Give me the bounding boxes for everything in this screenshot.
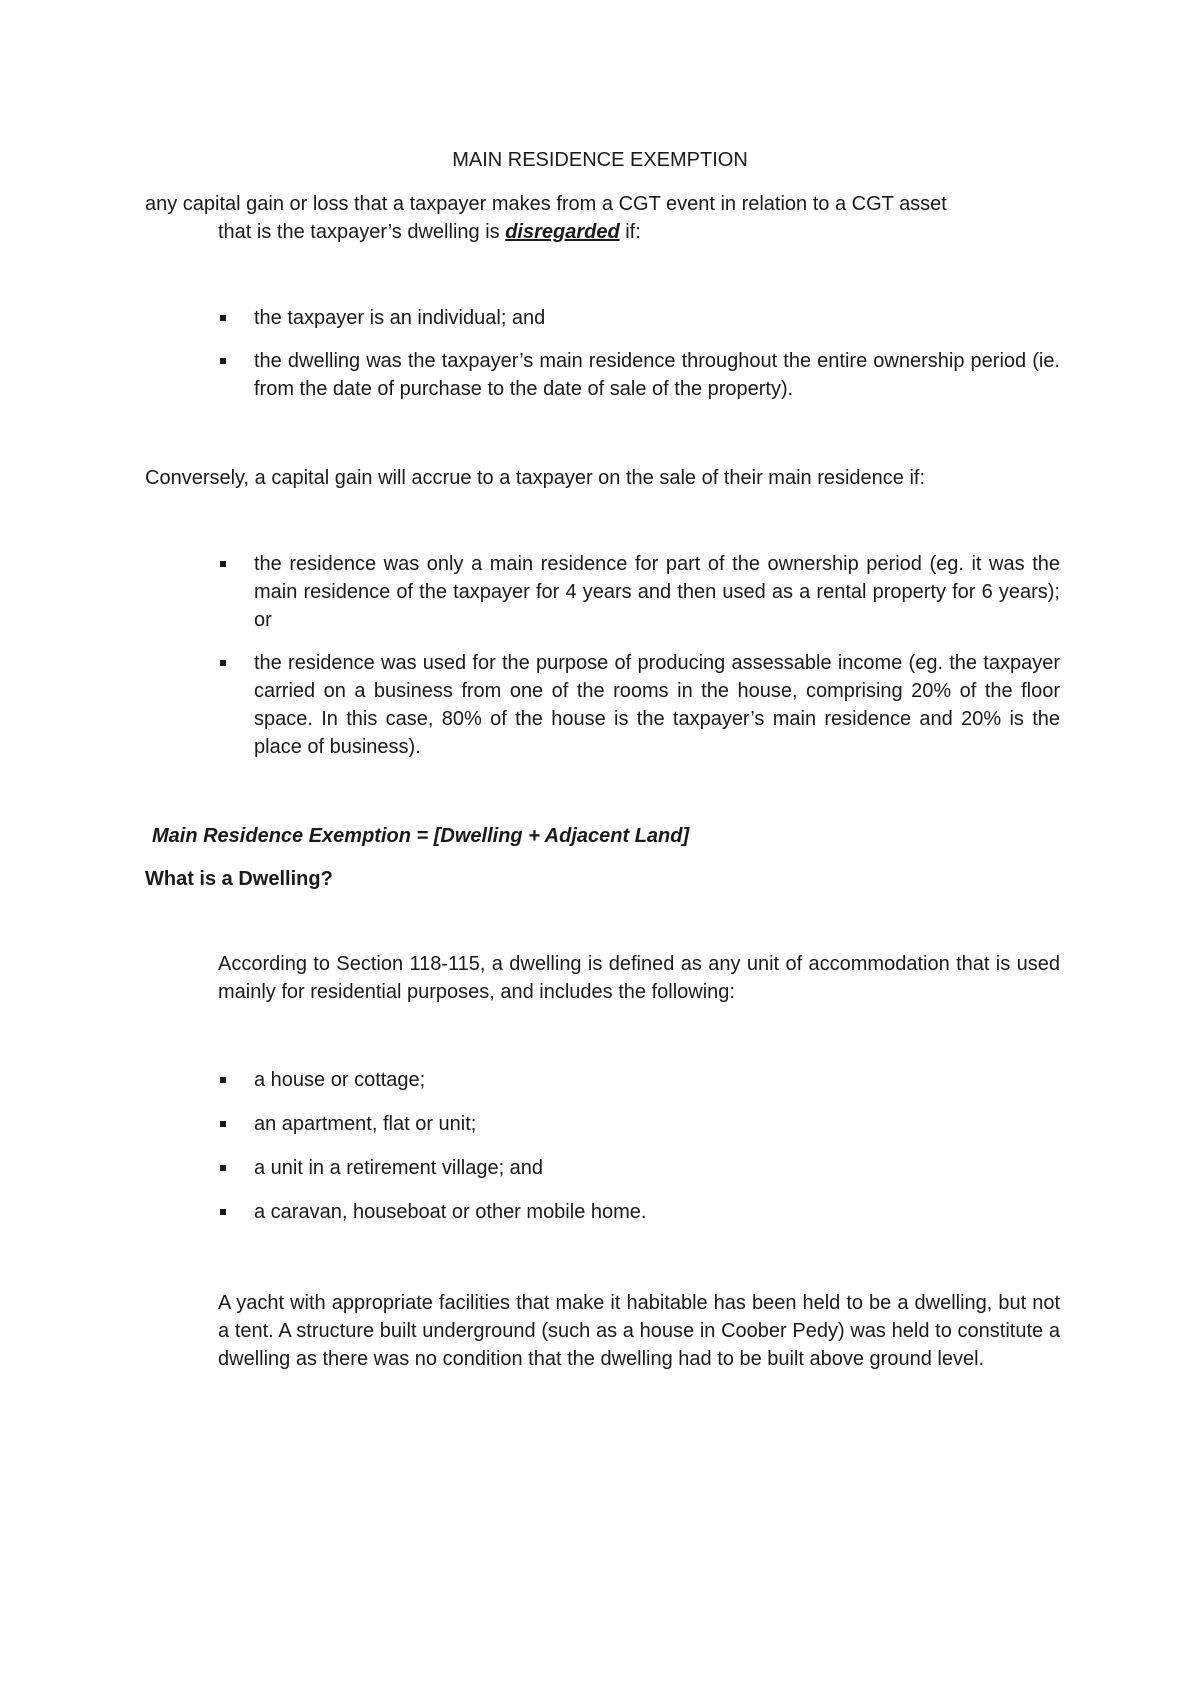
- accrual-conditions-list: [218, 550, 1060, 761]
- list-item: [218, 304, 1060, 332]
- disregarded-emphasis: disregarded: [505, 221, 620, 243]
- square-bullet-icon: [220, 1077, 226, 1083]
- list-item: [218, 1154, 1060, 1182]
- square-bullet-icon: [220, 1121, 226, 1127]
- formula-heading: Main Residence Exemption = [Dwelling + Adjacent Land]: [152, 825, 690, 847]
- list-item-text: the residence was used for the purpose of producing assessable income (eg. the taxpayer carried on a business from one of the rooms in the house, comprising 20% of the floor space. In this case, 80% of the house is the taxpayer’s main residence and 20% is the place of business).: [254, 652, 1060, 758]
- list-item-text: a unit in a retirement village; and: [254, 1157, 544, 1179]
- intro-line-2: [145, 218, 1060, 246]
- list-item-text: the dwelling was the taxpayer’s main residence throughout the entire ownership period (ie. from the date of purchase to the date of sale of the property).: [254, 350, 1060, 400]
- square-bullet-icon: [220, 1209, 226, 1215]
- square-bullet-icon: [220, 1165, 226, 1171]
- list-item-text: an apartment, flat or unit;: [254, 1113, 477, 1135]
- dwelling-types-list: [218, 1066, 1060, 1226]
- square-bullet-icon: [220, 660, 226, 666]
- closing-paragraph: A yacht with appropriate facilities that make it habitable has been held to be a dwelling, but not a tent. A structure built underground (such as a house in Coober Pedy) was held to constitute a dwelling as there was no condition that the dwelling had to be built above ground level.: [218, 1292, 1060, 1370]
- list-item: [218, 1066, 1060, 1094]
- list-item: [218, 550, 1060, 634]
- list-item: [218, 1110, 1060, 1138]
- conversely-paragraph: Conversely, a capital gain will accrue to a taxpayer on the sale of their main residence if:: [145, 467, 926, 489]
- square-bullet-icon: [220, 315, 226, 321]
- exemption-conditions-list: [218, 304, 1060, 403]
- list-item: [218, 347, 1060, 403]
- list-item-text: a house or cottage;: [254, 1069, 426, 1091]
- dwelling-heading: What is a Dwelling?: [145, 868, 333, 890]
- dwelling-definition: According to Section 118-115, a dwelling is defined as any unit of accommodation that is used mainly for residential purposes, and includes the following:: [218, 953, 1060, 1003]
- intro-line-2-before: that is the taxpayer’s dwelling is: [218, 221, 506, 243]
- intro-line-2-after: if:: [619, 221, 641, 243]
- list-item: [218, 1198, 1060, 1226]
- list-item-text: a caravan, houseboat or other mobile home.: [254, 1201, 647, 1223]
- document-title: MAIN RESIDENCE EXEMPTION: [452, 149, 748, 171]
- intro-paragraph: [145, 190, 1060, 246]
- square-bullet-icon: [220, 561, 226, 567]
- square-bullet-icon: [220, 358, 226, 364]
- list-item-text: the residence was only a main residence for part of the ownership period (eg. it was the main residence of the taxpayer for 4 years and then used as a rental property for 6 years); or: [254, 553, 1060, 631]
- intro-line-1: any capital gain or loss that a taxpayer makes from a CGT event in relation to a CGT asset: [145, 193, 947, 215]
- list-item-text: the taxpayer is an individual; and: [254, 307, 546, 329]
- list-item: [218, 649, 1060, 761]
